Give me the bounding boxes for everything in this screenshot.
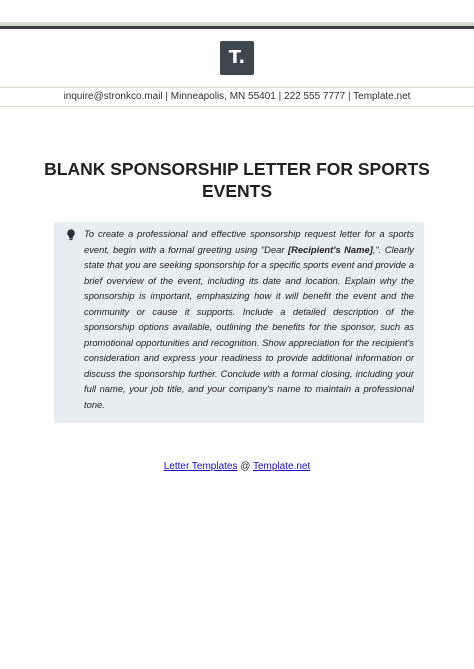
logo-letter: T. — [228, 47, 246, 68]
footer — [0, 460, 474, 474]
footer-separator: @ — [237, 461, 253, 472]
company-logo — [220, 41, 254, 75]
instruction-text-part1: To create a professional and effective sponsorship request letter for a sports event, begin with a formal greeting using "Dear — [84, 228, 414, 255]
document-title: BLANK SPONSORSHIP LETTER FOR SPORTS EVENTS — [44, 159, 430, 201]
instruction-note — [54, 222, 424, 423]
template-net-link[interactable]: Template.net — [253, 461, 311, 472]
instruction-text-part2: ,". Clearly state that you are seeking sponsorship for a specific sports event and provide a brief overview of the event, including its date and location. Explain why the sponsorship is important, emphasizing how it will benefit the event and the community or cause it supports. Include a detailed description of the sponsorship options available, outlining the benefits for the sponsor, such as promotional opportunities and recognition. Show appreciation for the recipient's consideration and express your readiness to provide additional information or discuss the sponsorship further. Conclude with a formal closing, including your full name, your job title, and your company's name to maintain a professional tone. — [84, 243, 414, 410]
lightbulb-icon — [66, 229, 76, 241]
instruction-text — [84, 226, 414, 412]
contact-line: inquire@stronkco.mail | Minneapolis, MN 55401 | 222 555 7777 | Template.net — [63, 91, 411, 102]
contact-bar — [0, 87, 474, 107]
top-band — [0, 26, 474, 29]
letter-templates-link[interactable]: Letter Templates — [163, 461, 238, 472]
recipient-placeholder: [Recipient's Name] — [287, 243, 373, 255]
